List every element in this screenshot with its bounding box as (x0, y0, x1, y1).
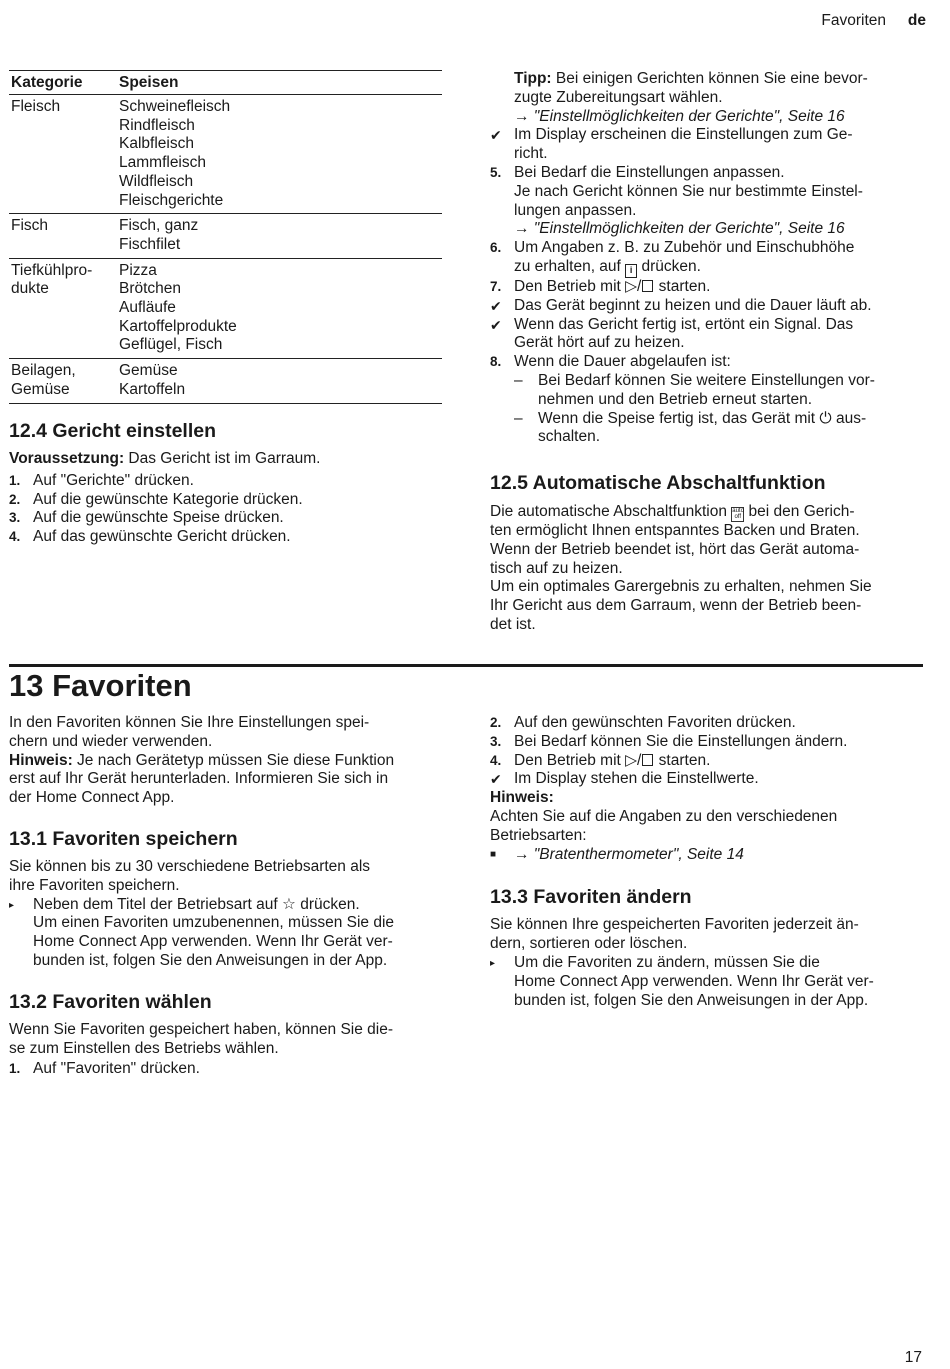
step-text: Auf die gewünschte Speise drücken. (33, 509, 284, 527)
list-item (9, 528, 442, 547)
step-number: 2. (9, 491, 21, 507)
auto-icon-label: auto (732, 508, 744, 514)
step-text: Um die Favoriten zu ändern, müssen Sie die (514, 953, 820, 971)
step-text: Um einen Favoriten umzubenennen, müssen Sie die (33, 914, 395, 932)
checkmark-icon: ✔ (490, 297, 502, 314)
tip (514, 70, 923, 89)
sub-item-text: nehmen und den Betrieb erneut starten. (538, 390, 813, 408)
sub-item-text: Bei Bedarf können Sie weitere Einstellungen vor- (538, 371, 875, 389)
table-row (9, 258, 442, 359)
paragraph-text: Sie können bis zu 30 verschiedene Betriebsarten als (9, 857, 371, 875)
auto-off-icon (731, 507, 744, 522)
step-text: Wenn die Dauer abgelaufen ist: (514, 353, 731, 371)
step-text: Bei Bedarf die Einstellungen anpassen. (514, 163, 785, 181)
list-item (490, 954, 923, 1010)
dish-cell: Fleischgerichte (119, 191, 224, 209)
paragraph-text: In den Favoriten können Sie Ihre Einstellungen spei- (9, 714, 370, 731)
dish-cell: Rindfleisch (119, 116, 195, 134)
step-text: drücken. (295, 895, 360, 913)
paragraph-text: bei den Gerich- (744, 503, 855, 520)
step-text: starten. (654, 277, 711, 295)
result-text: Im Display stehen die Einstellwerte. (514, 770, 759, 788)
dish-cell: Fisch, ganz (119, 217, 199, 235)
dish-cell: Schweinefleisch (119, 98, 231, 115)
step-number: 3. (490, 733, 502, 749)
step-number: 1. (9, 472, 21, 488)
step-text: Auf "Gerichte" drücken. (33, 471, 194, 489)
step-text: bunden ist, folgen Sie den Anweisungen in der App. (33, 951, 388, 969)
start-stop-icon: ▷/ (625, 751, 642, 769)
step-number: 8. (490, 354, 502, 370)
note-label: Hinweis: (9, 751, 73, 769)
sub-list-item (490, 410, 923, 448)
section-13-3-title: 13.3 Favoriten ändern (490, 886, 692, 909)
step-text: Neben dem Titel der Betriebsart auf (33, 895, 282, 913)
cross-reference[interactable]: → "Einstellmöglichkeiten der Gerichte", Seite 16 (514, 107, 845, 125)
section-12-5 (490, 471, 923, 635)
step-text: Home Connect App verwenden. Wenn Ihr Gerät ver- (514, 972, 874, 990)
step-number: 6. (490, 240, 502, 256)
page-number: 17 (904, 1349, 922, 1366)
dish-cell: Brötchen (119, 280, 182, 298)
list-item (9, 896, 442, 971)
list-item (490, 752, 923, 771)
dish-cell: Kartoffeln (119, 380, 186, 398)
cross-reference[interactable]: → "Einstellmöglichkeiten der Gerichte", Seite 16 (514, 220, 845, 238)
table-row (9, 359, 442, 403)
prereq-text: Das Gericht ist im Garraum. (124, 450, 321, 467)
step-text: Auf "Favoriten" drücken. (33, 1060, 200, 1078)
dish-cell: Fischfilet (119, 235, 181, 253)
step-number: 1. (9, 1061, 21, 1077)
note-label: Hinweis: (490, 789, 554, 807)
category-cell: Tiefkühlpro- (11, 261, 93, 279)
list-item (490, 733, 923, 752)
bullet-icon: ▸ (490, 957, 496, 969)
paragraph-text: Um ein optimales Garergebnis zu erhalten, nehmen Sie (490, 578, 872, 596)
right-top-block (490, 70, 923, 447)
power-icon: ⏻ (819, 409, 832, 427)
step-text: starten. (654, 751, 711, 769)
cross-reference[interactable]: → "Bratenthermometer", Seite 14 (514, 845, 744, 863)
paragraph-text: se zum Einstellen des Betriebs wählen. (9, 1039, 279, 1057)
paragraph-text: erst auf Ihr Gerät herunterladen. Informieren Sie sich in (9, 770, 389, 788)
sub-list-item (490, 372, 923, 410)
paragraph-text: tisch auf zu heizen. (490, 559, 623, 577)
step-text: lungen anpassen. (514, 201, 637, 219)
section-12-4-title: 12.4 Gericht einstellen (9, 420, 217, 442)
chapter-divider (9, 664, 923, 667)
section-12-4 (9, 419, 442, 547)
dish-cell: Geflügel, Fisch (119, 336, 223, 354)
list-item (9, 491, 442, 510)
result-item (490, 297, 923, 316)
paragraph-text: chern und wieder verwenden. (9, 732, 213, 750)
table-row (9, 95, 442, 214)
stop-square-icon (642, 754, 653, 766)
list-item (490, 278, 923, 297)
dish-cell: Pizza (119, 261, 157, 279)
dish-cell: Lammfleisch (119, 154, 206, 172)
table-header-dishes: Speisen (117, 71, 442, 95)
step-number: 5. (490, 164, 502, 180)
category-cell: Gemüse (11, 380, 70, 398)
result-text: richt. (514, 145, 548, 163)
paragraph-text: Wenn Sie Favoriten gespeichert haben, können Sie die- (9, 1020, 394, 1038)
paragraph-text: det ist. (490, 615, 536, 633)
star-icon: ☆ (282, 895, 296, 913)
list-item (490, 714, 923, 733)
checkmark-icon: ✔ (490, 316, 502, 333)
paragraph-text: Achten Sie auf die Angaben zu den verschiedenen (490, 807, 838, 825)
paragraph-text: ihre Favoriten speichern. (9, 876, 180, 894)
dish-cell: Wildfleisch (119, 172, 194, 190)
list-item (490, 239, 923, 278)
step-number: 4. (490, 752, 502, 768)
paragraph-text: dern, sortieren oder löschen. (490, 935, 688, 953)
result-text: Wenn das Gericht fertig ist, ertönt ein Signal. Das (514, 315, 854, 333)
step-text: Auf das gewünschte Gericht drücken. (33, 528, 291, 546)
sub-item-text: schalten. (538, 428, 601, 446)
off-icon-label: off (734, 514, 742, 520)
category-table (9, 70, 442, 404)
category-cell: Beilagen, (11, 362, 76, 380)
step-number: 7. (490, 278, 502, 294)
step-text: Bei Bedarf können Sie die Einstellungen ändern. (514, 732, 848, 750)
info-icon: i (625, 264, 637, 278)
step-number: 4. (9, 529, 21, 545)
square-bullet-icon: ■ (490, 848, 497, 860)
section-13-2-title: 13.2 Favoriten wählen (9, 990, 212, 1013)
table-header-category: Kategorie (9, 71, 117, 95)
header-section-title: Favoriten (821, 12, 886, 29)
paragraph-text: Die automatische Abschaltfunktion (490, 503, 732, 520)
checkmark-icon: ✔ (490, 771, 502, 788)
paragraph-text: Sie können Ihre gespeicherten Favoriten jederzeit än- (490, 916, 859, 934)
list-item (490, 846, 923, 865)
section-12-5-title: 12.5 Automatische Abschaltfunktion (490, 472, 826, 494)
prereq-label: Voraussetzung: (9, 450, 125, 467)
paragraph-text: Ihr Gericht aus dem Garraum, wenn der Betrieb been- (490, 597, 862, 615)
step-text: Home Connect App verwenden. Wenn Ihr Gerät ver- (33, 933, 393, 951)
dish-cell: Aufläufe (119, 299, 176, 317)
step-text: drücken. (637, 257, 701, 275)
table-row (9, 214, 442, 258)
paragraph-text: Betriebsarten: (490, 826, 587, 844)
category-table-wrap (9, 70, 442, 404)
step-text: Den Betrieb mit (514, 277, 626, 295)
stop-square-icon (642, 280, 653, 292)
tip-label: Tipp: (514, 70, 552, 87)
step-text: Je nach Gericht können Sie nur bestimmte Einstel- (514, 182, 863, 200)
step-text: Den Betrieb mit (514, 751, 626, 769)
step-number: 2. (490, 715, 502, 730)
step-text: Auf die gewünschte Kategorie drücken. (33, 490, 303, 508)
list-item (490, 164, 923, 239)
list-item (9, 509, 442, 528)
step-text: Auf den gewünschten Favoriten drücken. (514, 714, 796, 731)
chapter-13 (9, 668, 442, 1079)
chapter-13-right (490, 714, 923, 1010)
dash-marker: – (514, 371, 523, 389)
tip-line: zugte Zubereitungsart wählen. (514, 88, 723, 106)
paragraph-text: ten ermöglicht Ihnen entspanntes Backen und Braten. (490, 522, 860, 539)
paragraph-text: der Home Connect App. (9, 789, 175, 807)
bullet-icon: ▸ (9, 899, 15, 911)
paragraph-text: Je nach Gerätetyp müssen Sie diese Funktion (72, 751, 395, 769)
step-text: zu erhalten, auf (514, 257, 626, 275)
sub-item-text: aus- (831, 409, 867, 427)
step-number: 3. (9, 510, 21, 526)
result-text: Gerät hört auf zu heizen. (514, 334, 685, 352)
category-cell: Fleisch (11, 98, 61, 115)
header-language: de (907, 12, 926, 29)
result-item (490, 316, 923, 354)
step-text: Um Angaben z. B. zu Zubehör und Einschubhöhe (514, 239, 855, 257)
result-item (490, 770, 923, 789)
category-cell: dukte (11, 280, 49, 298)
sub-item-text: Wenn die Speise fertig ist, das Gerät mit (538, 409, 820, 427)
paragraph-text: Wenn der Betrieb beendet ist, hört das Gerät automa- (490, 540, 860, 558)
prerequisite (9, 450, 442, 469)
chapter-13-title: 13 Favoriten (9, 668, 192, 703)
result-item (490, 126, 923, 164)
dish-cell: Kartoffelprodukte (119, 317, 237, 335)
result-text: Im Display erscheinen die Einstellungen zum Ge- (514, 126, 853, 144)
result-text: Das Gerät beginnt zu heizen und die Dauer läuft ab. (514, 296, 872, 314)
start-stop-icon: ▷/ (625, 277, 642, 295)
category-cell: Fisch (11, 217, 49, 235)
list-item (490, 353, 923, 372)
dash-marker: – (514, 409, 523, 427)
list-item (9, 472, 442, 491)
checkmark-icon: ✔ (490, 127, 502, 144)
section-13-1-title: 13.1 Favoriten speichern (9, 827, 238, 850)
step-text: bunden ist, folgen Sie den Anweisungen in der App. (514, 991, 869, 1009)
tip-line: Bei einigen Gerichten können Sie eine bevor- (551, 70, 868, 87)
dish-cell: Gemüse (119, 362, 178, 380)
list-item (9, 1060, 442, 1079)
dish-cell: Kalbfleisch (119, 135, 194, 153)
